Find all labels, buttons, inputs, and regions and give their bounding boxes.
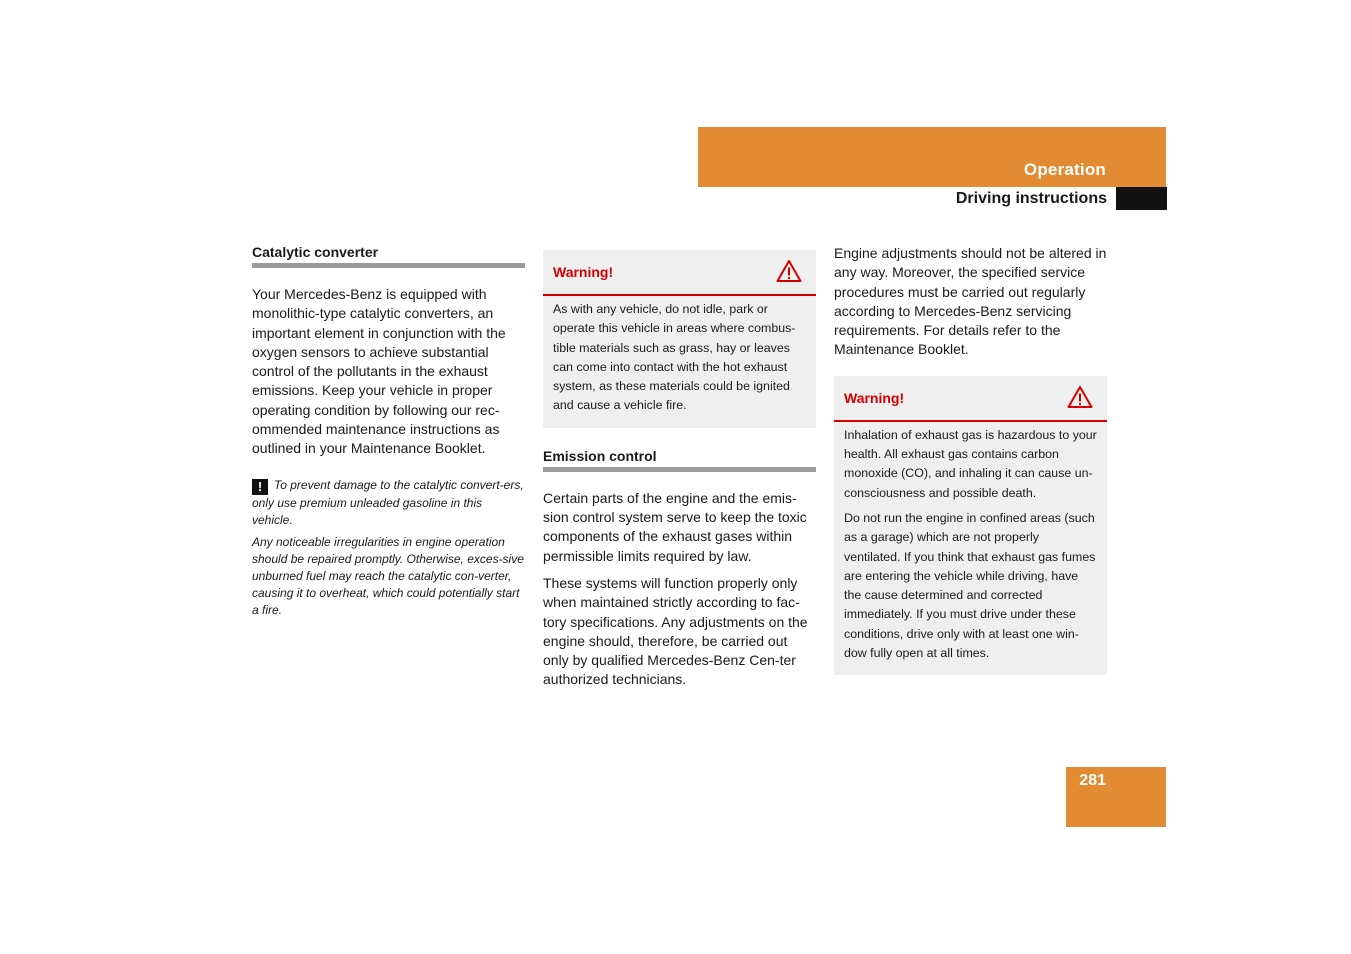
- engine-adjustments-para: Engine adjustments should not be altered in any way. Moreover, the specified service procedures must be carried out regularly according to Mercedes-Benz servicing requirements. For details refer to the Maintenance Booklet.: [834, 245, 1107, 358]
- warning-body: [543, 296, 816, 428]
- warning-header: [543, 250, 816, 296]
- column-left: [252, 244, 525, 624]
- page-number: 281: [1079, 772, 1106, 789]
- catalytic-converter-heading: Catalytic converter: [252, 244, 525, 268]
- page-number-box: [1066, 767, 1166, 827]
- catalytic-note-1-text: To prevent damage to the catalytic convert-ers, only use premium unleaded gasoline in this vehicle.: [252, 477, 524, 527]
- warning-triangle-icon: [1067, 385, 1093, 409]
- warning-triangle-icon: [776, 259, 802, 283]
- warning-text: As with any vehicle, do not idle, park or operate this vehicle in areas where combus-tible materials such as grass, hay or leaves can come into contact with the hot exhaust system, as these materials could be ignited and cause a vehicle fire.: [553, 302, 796, 413]
- emission-control-heading: Emission control: [543, 448, 816, 472]
- section-header-band: [698, 127, 1166, 187]
- section-title: Operation: [1023, 160, 1106, 179]
- warning-label: Warning!: [553, 264, 614, 280]
- warning-text-1: Inhalation of exhaust gas is hazardous to your health. All exhaust gas contains carbon monoxide (CO), and inhaling it can cause un-consciousness and possible death.: [844, 427, 1097, 500]
- column-middle: [543, 250, 816, 698]
- warning-box-fire: [543, 250, 816, 428]
- emission-para-2: These systems will function properly only when maintained strictly according to fac-tory specifications. Any adjustments on the engine should, therefore, be carried out only by qualified Mercedes-Benz Cen-ter authorized technicians.: [543, 574, 808, 688]
- catalytic-note-1: [252, 477, 525, 529]
- header-tab-marker: [1116, 187, 1167, 210]
- emission-para-1: Certain parts of the engine and the emis-sion control system serve to keep the toxic components of the exhaust gases within permissible limits required by law.: [543, 489, 807, 564]
- catalytic-note-2: Any noticeable irregularities in engine operation should be repaired promptly. Otherwise, exces-sive unburned fuel may reach the catalytic con-verter, causing it to overheat, which could potentially start a fire.: [252, 534, 524, 617]
- exclamation-icon: !: [252, 479, 268, 495]
- warning-header: [834, 376, 1107, 422]
- warning-body: [834, 422, 1107, 676]
- column-right: [834, 244, 1107, 675]
- warning-label: Warning!: [844, 389, 905, 406]
- subsection-title: Driving instructions: [955, 190, 1107, 207]
- warning-box-exhaust: [834, 376, 1107, 676]
- warning-text-2: Do not run the engine in confined areas (such as a garage) which are not properly ventilated. If you think that exhaust gas fumes are entering the vehicle while driving, have the cause determined and corrected immediately. If you must drive under these conditions, drive only with at least one win-dow fully open at all times.: [844, 510, 1096, 661]
- catalytic-converter-body: Your Mercedes-Benz is equipped with monolithic-type catalytic converters, an important element in conjunction with the oxygen sensors to achieve substantial control of the pollutants in the exhaust emissions. Keep your vehicle in proper operating condition by following our rec-ommended maintenance instructions as outlined in your Maintenance Booklet.: [252, 286, 506, 457]
